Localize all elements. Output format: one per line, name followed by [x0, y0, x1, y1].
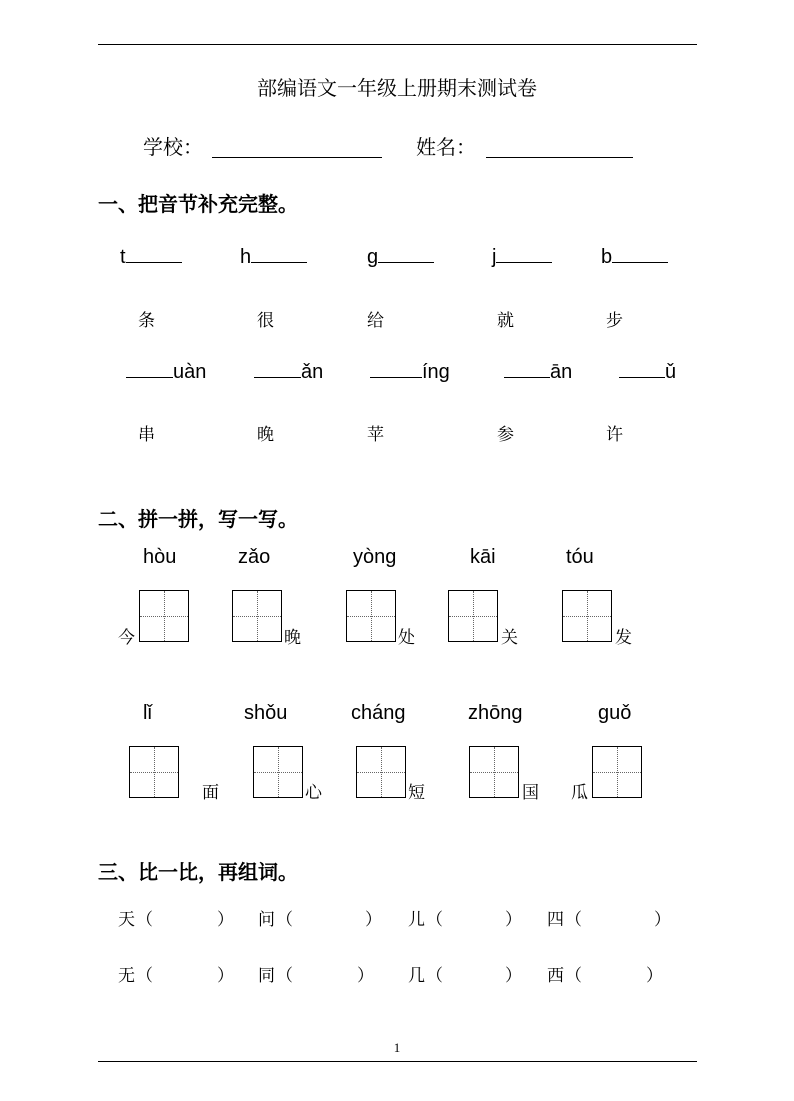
context-char: 今 — [118, 628, 135, 648]
answer-blank[interactable] — [612, 247, 668, 263]
hint-char: 串 — [138, 425, 155, 445]
writing-grid-box[interactable] — [469, 746, 519, 798]
word-answer-field[interactable] — [585, 959, 641, 981]
school-field[interactable] — [212, 157, 382, 158]
word-answer-field[interactable] — [585, 903, 649, 925]
name-field[interactable] — [486, 157, 633, 158]
hint-char: 步 — [606, 311, 623, 331]
compare-char: 问 — [258, 910, 275, 930]
compare-char: 儿 — [408, 910, 425, 930]
writing-grid-box[interactable] — [139, 590, 189, 642]
section3-title: 三、比一比，再组词。 — [98, 860, 298, 884]
syllable-blank-9[interactable]: ān — [504, 361, 572, 384]
compare-char: 几 — [408, 966, 425, 986]
compare-char: 西 — [547, 966, 564, 986]
word-answer-field[interactable] — [296, 959, 352, 981]
word-answer-field[interactable] — [155, 959, 213, 981]
syllable-blank-10[interactable]: ǔ — [619, 361, 676, 384]
close-paren: ） — [505, 966, 522, 986]
open-paren: （ — [565, 966, 582, 986]
pinyin-label: shǒu — [244, 702, 288, 724]
context-char: 处 — [398, 628, 415, 648]
pinyin-label: hòu — [143, 546, 177, 568]
pinyin-label: tóu — [566, 546, 594, 568]
close-paren: ） — [357, 966, 374, 986]
context-char: 面 — [202, 783, 219, 803]
compare-char: 无 — [118, 966, 135, 986]
answer-blank[interactable] — [619, 362, 665, 378]
pinyin-label: kāi — [470, 546, 496, 568]
writing-grid-box[interactable] — [356, 746, 406, 798]
section2-title: 二、拼一拼，写一写。 — [98, 507, 298, 531]
writing-grid-box[interactable] — [232, 590, 282, 642]
section1-title: 一、把音节补充完整。 — [98, 192, 298, 216]
close-paren: ） — [217, 966, 234, 986]
pinyin-label: guǒ — [598, 702, 632, 724]
word-answer-field[interactable] — [296, 903, 360, 925]
writing-grid-box[interactable] — [592, 746, 642, 798]
word-answer-field[interactable] — [446, 959, 501, 981]
writing-grid-box[interactable] — [129, 746, 179, 798]
writing-grid-box[interactable] — [253, 746, 303, 798]
open-paren: （ — [136, 966, 153, 986]
open-paren: （ — [136, 910, 153, 930]
pinyin-label: cháng — [351, 702, 406, 724]
hint-char: 条 — [138, 311, 155, 331]
word-answer-field[interactable] — [155, 903, 213, 925]
open-paren: （ — [426, 966, 443, 986]
syllable-blank-1[interactable]: t — [120, 246, 182, 269]
context-char: 发 — [615, 628, 632, 648]
syllable-blank-5[interactable]: b — [601, 246, 668, 269]
answer-blank[interactable] — [254, 362, 301, 378]
writing-grid-box[interactable] — [448, 590, 498, 642]
context-char: 关 — [501, 628, 518, 648]
answer-blank[interactable] — [126, 247, 182, 263]
open-paren: （ — [276, 910, 293, 930]
pinyin-label: lǐ — [143, 702, 152, 724]
name-label: 姓名： — [416, 135, 476, 159]
syllable-blank-2[interactable]: h — [240, 246, 307, 269]
answer-blank[interactable] — [378, 247, 434, 263]
page-title: 部编语文一年级上册期末测试卷 — [257, 76, 537, 100]
hint-char: 晚 — [257, 425, 274, 445]
syllable-blank-8[interactable]: íng — [370, 361, 450, 384]
open-paren: （ — [276, 966, 293, 986]
pinyin-label: yòng — [353, 546, 397, 568]
compare-char: 天 — [118, 910, 135, 930]
hint-char: 许 — [606, 425, 623, 445]
syllable-blank-3[interactable]: g — [367, 246, 434, 269]
context-char: 心 — [305, 783, 322, 803]
school-label: 学校： — [143, 135, 203, 159]
context-char: 国 — [522, 783, 539, 803]
pinyin-label: zǎo — [238, 546, 271, 568]
hint-char: 苹 — [367, 425, 384, 445]
compare-char: 同 — [258, 966, 275, 986]
compare-char: 四 — [547, 910, 564, 930]
context-char: 瓜 — [571, 783, 588, 803]
close-paren: ） — [217, 910, 234, 930]
hint-char: 很 — [257, 311, 274, 331]
page-number: 1 — [393, 1040, 401, 1055]
syllable-blank-7[interactable]: ǎn — [254, 361, 323, 384]
syllable-blank-4[interactable]: j — [492, 246, 552, 269]
context-char: 晚 — [284, 628, 301, 648]
open-paren: （ — [426, 910, 443, 930]
answer-blank[interactable] — [251, 247, 307, 263]
open-paren: （ — [565, 910, 582, 930]
syllable-blank-6[interactable]: uàn — [126, 361, 206, 384]
pinyin-label: zhōng — [468, 702, 523, 724]
bottom-rule — [98, 1061, 697, 1062]
close-paren: ） — [505, 910, 522, 930]
top-rule — [98, 44, 697, 45]
answer-blank[interactable] — [496, 247, 552, 263]
hint-char: 给 — [367, 311, 384, 331]
writing-grid-box[interactable] — [562, 590, 612, 642]
hint-char: 就 — [497, 311, 514, 331]
hint-char: 参 — [497, 425, 514, 445]
close-paren: ） — [654, 910, 671, 930]
close-paren: ） — [646, 966, 663, 986]
close-paren: ） — [365, 910, 382, 930]
writing-grid-box[interactable] — [346, 590, 396, 642]
answer-blank[interactable] — [126, 362, 173, 378]
word-answer-field[interactable] — [446, 903, 501, 925]
answer-blank[interactable] — [370, 362, 422, 378]
answer-blank[interactable] — [504, 362, 550, 378]
context-char: 短 — [408, 783, 425, 803]
